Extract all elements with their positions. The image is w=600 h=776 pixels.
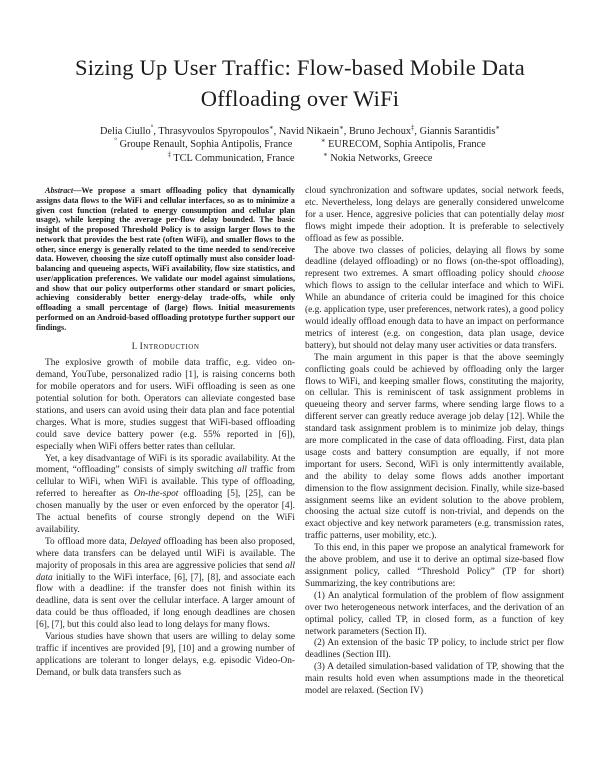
affiliation-text: EURECOM, Sophia Antipolis, France: [325, 139, 486, 150]
affiliation-mark: ∗: [323, 151, 328, 159]
author-name: Bruno Jechoux: [348, 126, 411, 137]
affiliation-mark: ∗: [320, 137, 326, 145]
body-paragraph: cloud synchronization and software updates, social network feeds, etc. Nevertheless, long delays are generally considered unwelcome for a user. Hence, aggresive policies that can potentially delay most flows might impede their adoption. It is preferable to selectively offload as few as possible.: [305, 186, 564, 244]
author-affiliation-mark: ∗: [339, 124, 344, 132]
author-separator: ,: [343, 126, 349, 137]
title-line-1: Sizing Up User Traffic: Flow-based Mobile Data: [75, 55, 525, 80]
body-paragraph: To this end, in this paper we propose an analytical framework for the above problem, and use it to derive an optimal size-based flow assignment policy, called “Threshold Policy” (TP for short) Summarizing, the key contributions are:: [305, 543, 564, 589]
affiliation-mark: ‡: [167, 151, 171, 159]
affiliation-line-2: [0, 152, 600, 166]
affiliation-line-1: [0, 138, 600, 152]
body-paragraph: (3) A detailed simulation-based validation of TP, showing that the main results hold even when assumptions made in the theoretical model are relaxed. (Section IV): [305, 662, 564, 697]
affiliation-entry: [321, 138, 486, 152]
body-paragraph: To offload more data, Delayed offloading has been also proposed, where data transfers can be delayed until WiFi is available. The majority of proposals in this area are aggressive policies that send all data initially to the WiFi interface, [6], [7], [8], and associate each flow with a deadline: if the transfer does not finish within its deadline, data is sent over the cellular interface. A larger amount of data could be thus offloaded, if long enough deadlines are chosen [6], [7], but this could also lead to long delays for many flows.: [36, 536, 296, 631]
affiliation-text: TCL Communication, France: [171, 152, 295, 164]
affiliation-text: Nokia Networks, Greece: [327, 152, 433, 164]
author-name: Thrasyvoulos Spyropoulos: [158, 126, 270, 137]
author-separator: ,: [273, 126, 279, 137]
section-title: Introduction: [139, 341, 200, 353]
right-column: [305, 186, 564, 698]
abstract-text: —We propose a smart offloading policy that dynamically assigns data flows to the WiFi and cellular interfaces, so as to minimize a given cost function (related to energy consumption and cellular plan usage), while keeping the average per-flow delay bounded. The basic insight of the proposed Threshold Policy is to assign larger flows to the network that provides the best rate (often WiFi), and smaller flows to the other, since energy is generally related to the time needed to send/receive data. However, choosing the size cutoff optimally must also consider load-balancing and queueing aspects, WiFi availability, flow size statistics, and user/application preferences. We validate our model against simulations, and show that our policy outperforms other standard or smart policies, achieving considerably better energy-delay trade-offs, while only offloading a small percentage of (large) flows. Initial measurements performed on an Android-based offloading prototype further support our findings.: [36, 186, 295, 332]
title-line-2: Offloading over WiFi: [200, 86, 400, 111]
section-heading-introduction: [36, 341, 295, 352]
affiliation-entry: [114, 138, 292, 152]
body-paragraph: The main argument in this paper is that the above seemingly conflicting goals could be achieved by offloading only the larger flows to WiFi, and keeping smaller flows, constituting the majority, on cellular. This is reminiscent of task assignment problems in queueing theory and server farms, where sending large flows to a different server can greatly reduce average job delay [12]. While the standard task assignment problem is to minimize job delay, things are more complicated in the case of data offloading. First, data plan usage costs and battery consumption are equally, if not more important for users. Second, WiFi is only intermittently available, and the ability to delay some flows adds another important dimension to the flow assignment decision. Finally, while size-based assignment seems like an evident solution to the above problem, choosing the actual size cutoff is non-trivial, and depends on the exact objective and key network parameters (e.g. transmission rates, traffic patterns, user mobility, etc.).: [305, 352, 564, 542]
section-number: I.: [131, 341, 138, 353]
body-paragraph: The explosive growth of mobile data traffic, e.g. video on-demand, YouTube, personalized radio [1], is raising concerns both for mobile operators and for users. WiFi offloading is seen as one potential solution for both. Operators can alleviate congested base stations, and users can avoid using their data plan and face potential charges. What is more, studies suggest that WiFi-based offloading could save device battery power (e.g. 55% reported in [6]), especially when WiFi offers better rates than cellular.: [36, 358, 295, 452]
body-paragraph: Various studies have shown that users are willing to delay some traffic if incentives are provided [9], [10] and a growing number of applications are tolerant to longer delays, e.g. episodic Video-On-Demand, or bulk data transfers such as: [36, 632, 295, 678]
body-paragraph: (2) An extension of the basic TP policy, to include strict per flow deadlines (Section III).: [305, 638, 564, 661]
author-name: Giannis Sarantidis: [419, 126, 496, 137]
author-separator: ,: [414, 126, 420, 137]
body-paragraph: (1) An analytical formulation of the problem of flow assignment over two heterogeneous network interfaces, and the derivation of an optimal policy, called TP, in closed form, as a function of key network parameters (Section II).: [305, 590, 564, 637]
author-line: [0, 125, 600, 138]
abstract-label: Abstract: [45, 186, 74, 195]
affiliation-mark: °: [114, 137, 118, 145]
author-affiliation-mark: ‡: [411, 124, 415, 132]
body-paragraph: The above two classes of policies, delaying all flows by some deadline (delayed offloading) or no flows (on-the-spot offloading), represent two extremes. A smart offloading policy should choose which flows to assign to the cellular interface and which to WiFi. While an abundance of criteria could be imagined for this choice (e.g. application type, user preferences, network rates), a good policy would ideally offload enough data to have an impact on performance metrics of interest (e.g. on congestion, data plan usage, device battery), but should not delay many user activities or data transfers.: [305, 245, 564, 351]
author-name: Navid Nikaein: [278, 126, 340, 137]
abstract-paragraph: [36, 186, 295, 332]
left-column: [36, 186, 295, 698]
author-name: Delia Ciullo: [100, 126, 151, 137]
author-affiliation-mark: °: [150, 124, 154, 132]
author-affiliation-mark: ∗: [269, 124, 274, 132]
affiliation-entry: [168, 152, 295, 166]
author-separator: ,: [153, 126, 159, 137]
affiliation-entry: [323, 152, 432, 166]
two-column-body: [0, 186, 600, 698]
body-paragraph: Yet, a key disadvantage of WiFi is its sporadic availability. At the moment, “offloading” consists of simply switching all traffic from cellular to WiFi, when WiFi is available. This type of offloading, referred to hereafter as On-the-spot offloading [5], [25], can be chosen manually by the user or even enforced by the operator [4]. The actual benefits of course strongly depend on the WiFi availability.: [36, 453, 295, 535]
paper-title: [0, 0, 600, 114]
affiliation-text: Groupe Renault, Sophia Antipolis, France: [117, 139, 293, 150]
author-affiliation-mark: ∗: [495, 124, 500, 132]
